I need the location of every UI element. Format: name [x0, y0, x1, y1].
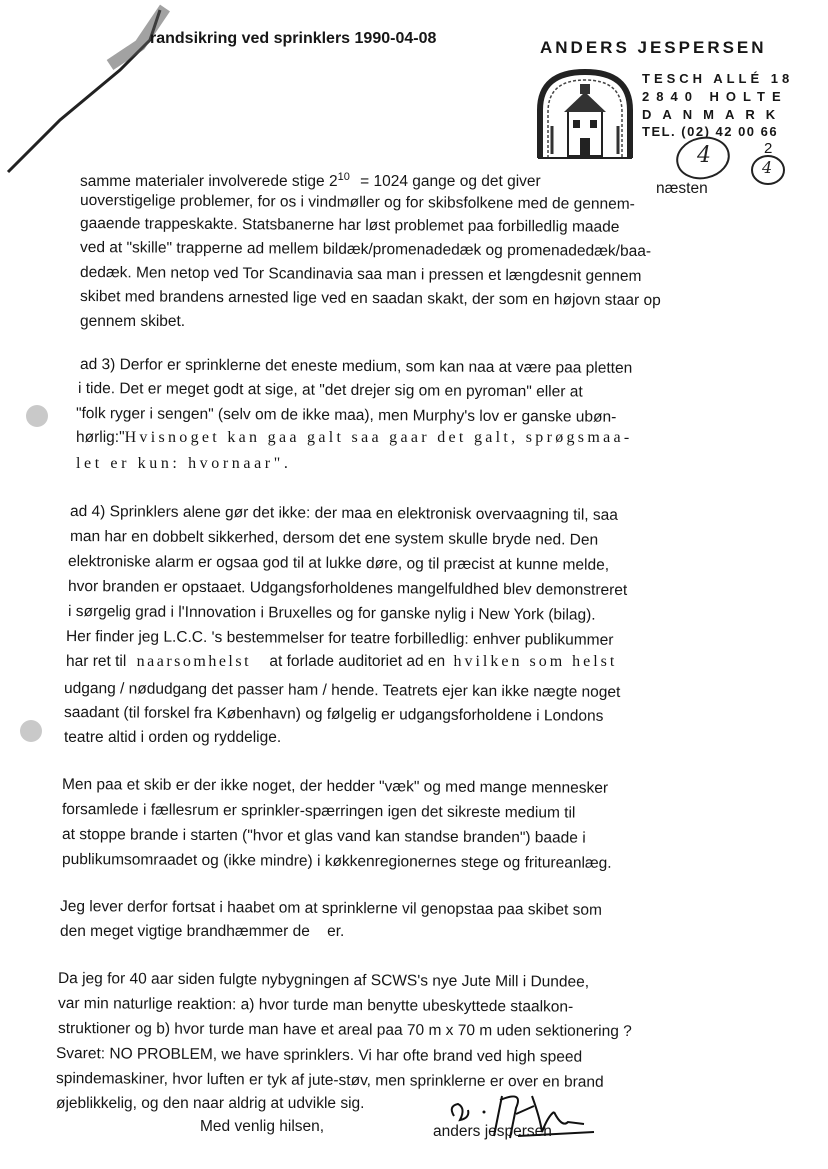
text-line: publikumsomraadet og (ikke mindre) i køkkenregionernes stege og fritureanlæg. — [61, 851, 612, 872]
text-line: har ret til naarsomhelst at forlade auditoriet ad en hvilken som helst — [66, 653, 618, 670]
text-line: Da jeg for 40 aar siden fulgte nybygningen af SCWS's nye Jute Mill i Dundee, — [57, 970, 590, 991]
text-line: Men paa et skib er der ikke noget, der hedder "væk" og med mange mennesker — [61, 776, 609, 797]
text-line: forsamlede i fællesrum er sprinkler-spærringen igen det sikreste medium til — [61, 801, 576, 822]
address-line-3: DANMARK — [642, 107, 787, 122]
text-line: hvor branden er opstaaet. Udgangsforholdenes mangelfuldhed blev demonstreret — [67, 578, 628, 599]
text-line: var min naturlige reaktion: a) hvor turde man benytte ubeskyttede staalkon- — [57, 995, 574, 1016]
text-line: gennem skibet. — [80, 313, 186, 330]
signature-name: anders jespersen — [433, 1123, 552, 1140]
text-line: udgang / nødudgang det passer ham / hende. Teatrets ejer kan ikke nægte noget — [63, 680, 621, 701]
punch-hole — [20, 720, 42, 742]
text-line: gaaende trappeskakte. Statsbanerne har løst problemet paa forbilledlig maade — [79, 215, 620, 236]
text-line: næsten — [656, 180, 708, 197]
closing-greeting: Med venlig hilsen, — [200, 1118, 325, 1135]
document-title: randsikring ved sprinklers 1990-04-08 — [150, 30, 437, 47]
handwritten-page-number-2: 4 — [762, 158, 773, 177]
text-line: "folk ryger i sengen" (selv om de ikke maa), men Murphy's lov er ganske ubøn- — [75, 405, 617, 426]
castle-logo — [534, 66, 636, 160]
text-line: elektroniske alarm er ogsaa god til at lukke døre, og til præcist at kunne melde, — [67, 553, 610, 574]
punch-hole — [26, 405, 48, 427]
text-line: ved at "skille" trapperne ad mellem bildæk/promenadedæk og promenadedæk/baa- — [79, 239, 652, 260]
page-number: 2 — [764, 140, 773, 157]
handwritten-page-number-1: 4 — [697, 143, 711, 168]
text-line: let er kun: hvornaar". — [76, 455, 292, 472]
text-line: ad 3) Derfor er sprinklerne det eneste medium, som kan naa at være paa pletten — [79, 356, 633, 377]
text-line: saadant (til forskel fra København) og følgelig er udgangsforholdene i Londons — [63, 704, 604, 725]
text-line: Jeg lever derfor fortsat i haabet om at sprinklerne vil genopstaa paa skibet som — [59, 898, 602, 919]
text-line: samme materialer involverede stige $2^{10} = 1024$ gange og det giver — [80, 171, 541, 191]
text-line: den meget vigtige brandhæmmer de er. — [60, 923, 345, 940]
text-line: struktioner og b) hvor turde man have et areal paa 70 m x 70 m uden sektionering ? — [57, 1020, 632, 1041]
address-line-2: 2840 HOLTE — [642, 89, 788, 104]
company-name: ANDERS JESPERSEN — [540, 38, 767, 57]
text-line: man har en dobbelt sikkerhed, dersom det ene system skulle bryde ned. Den — [69, 528, 599, 549]
address-line-4: TEL. (02) 42 00 66 — [642, 124, 779, 139]
text-line: skibet med brandens arnested lige ved en saadan skakt, der som en højovn staar op — [79, 288, 661, 310]
text-line: Her finder jeg L.C.C. 's bestemmelser for teatre forbilledlig: enhver publikummer — [65, 628, 614, 649]
pen-stroke-mark — [0, 0, 180, 180]
text-line: i tide. Det er meget godt at sige, at "det drejer sig om en pyroman" eller at — [77, 380, 583, 401]
address-line-1: TESCH ALLÉ 18 — [642, 71, 794, 86]
text-line: øjeblikkelig, og den naar aldrig at udvikle sig. — [56, 1095, 365, 1112]
text-line: hørlig:"Hvisnoget kan gaa galt saa gaar det galt, sprøgsmaa- — [76, 429, 633, 446]
text-line: at stoppe brande i starten ("hvor et glas vand kan standse branden") baade i — [61, 826, 586, 847]
text-line: ad 4) Sprinklers alene gør det ikke: der maa en elektronisk overvaagning til, saa — [69, 503, 619, 524]
handwritten-signature — [444, 1088, 604, 1148]
text-line: i sørgelig grad i l'Innovation i Bruxelles og for ganske nylig i New York (bilag). — [67, 603, 596, 624]
text-line: uoverstigelige problemer, for os i vindmøller og for skibsfolkene med de gennem- — [79, 192, 635, 213]
text-line: Svaret: NO PROBLEM, we have sprinklers. Vi har ofte brand ved high speed — [55, 1045, 583, 1066]
text-line: dedæk. Men netop ved Tor Scandinavia saa man i pressen et længdesnit gennem — [79, 264, 642, 285]
text-line: teatre altid i orden og ryddelige. — [64, 729, 282, 746]
text-line: spindemaskiner, hvor luften er tyk af jute-støv, men sprinklerne er over en brand — [55, 1070, 604, 1091]
